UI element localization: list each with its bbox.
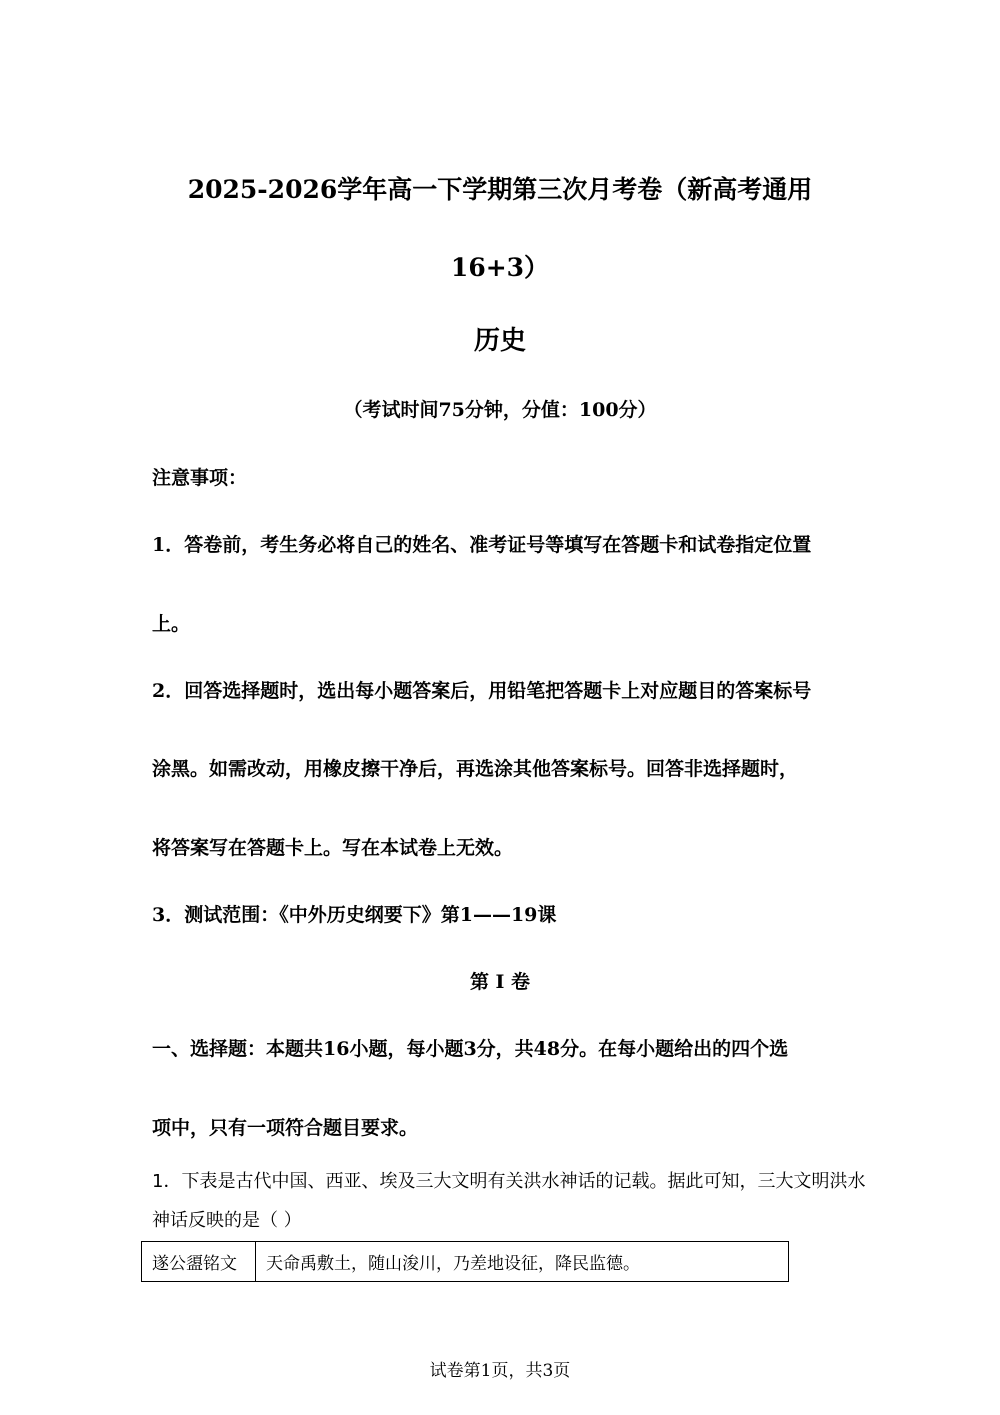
table-cell-source: 遂公盨铭文 (142, 1242, 256, 1282)
exam-info: （考试时间75分钟，分值：100分） (343, 399, 657, 421)
note-item-2-line3: 将答案写在答题卡上。写在本试卷上无效。 (152, 837, 514, 859)
question-1-line2: 神话反映的是（ ） (152, 1210, 302, 1231)
table-row (142, 1242, 789, 1282)
note-item-1-line2: 上。 (152, 613, 191, 635)
exam-title-line1: 2025-2026学年高一下学期第三次月考卷（新高考通用 (187, 175, 813, 204)
page-footer: 试卷第1页，共3页 (429, 1361, 571, 1381)
question-1-table (141, 1241, 789, 1282)
volume-label: 第 I 卷 (469, 971, 531, 993)
exam-title-line2: 16+3） (450, 253, 550, 282)
note-item-2-line2: 涂黑。如需改动，用橡皮擦干净后，再选涂其他答案标号。回答非选择题时， (152, 758, 799, 780)
section1-heading-line2: 项中，只有一项符合题目要求。 (152, 1117, 419, 1139)
notes-heading: 注意事项： (152, 467, 248, 489)
note-item-2-line1: 2．回答选择题时，选出每小题答案后，用铅笔把答题卡上对应题目的答案标号 (152, 680, 812, 702)
subject-title: 历史 (473, 326, 526, 356)
question-1-line1: 1．下表是古代中国、西亚、埃及三大文明有关洪水神话的记载。据此可知，三大文明洪水 (152, 1171, 866, 1192)
table-cell-content: 天命禹敷土，随山浚川，乃差地设征，降民监德。 (256, 1242, 789, 1282)
section1-heading-line1: 一、选择题：本题共16小题，每小题3分，共48分。在每小题给出的四个选 (152, 1038, 789, 1060)
note-item-1-line1: 1．答卷前，考生务必将自己的姓名、准考证号等填写在答题卡和试卷指定位置 (152, 534, 812, 556)
note-item-3: 3．测试范围：《中外历史纲要下》第1——19课 (152, 904, 557, 926)
